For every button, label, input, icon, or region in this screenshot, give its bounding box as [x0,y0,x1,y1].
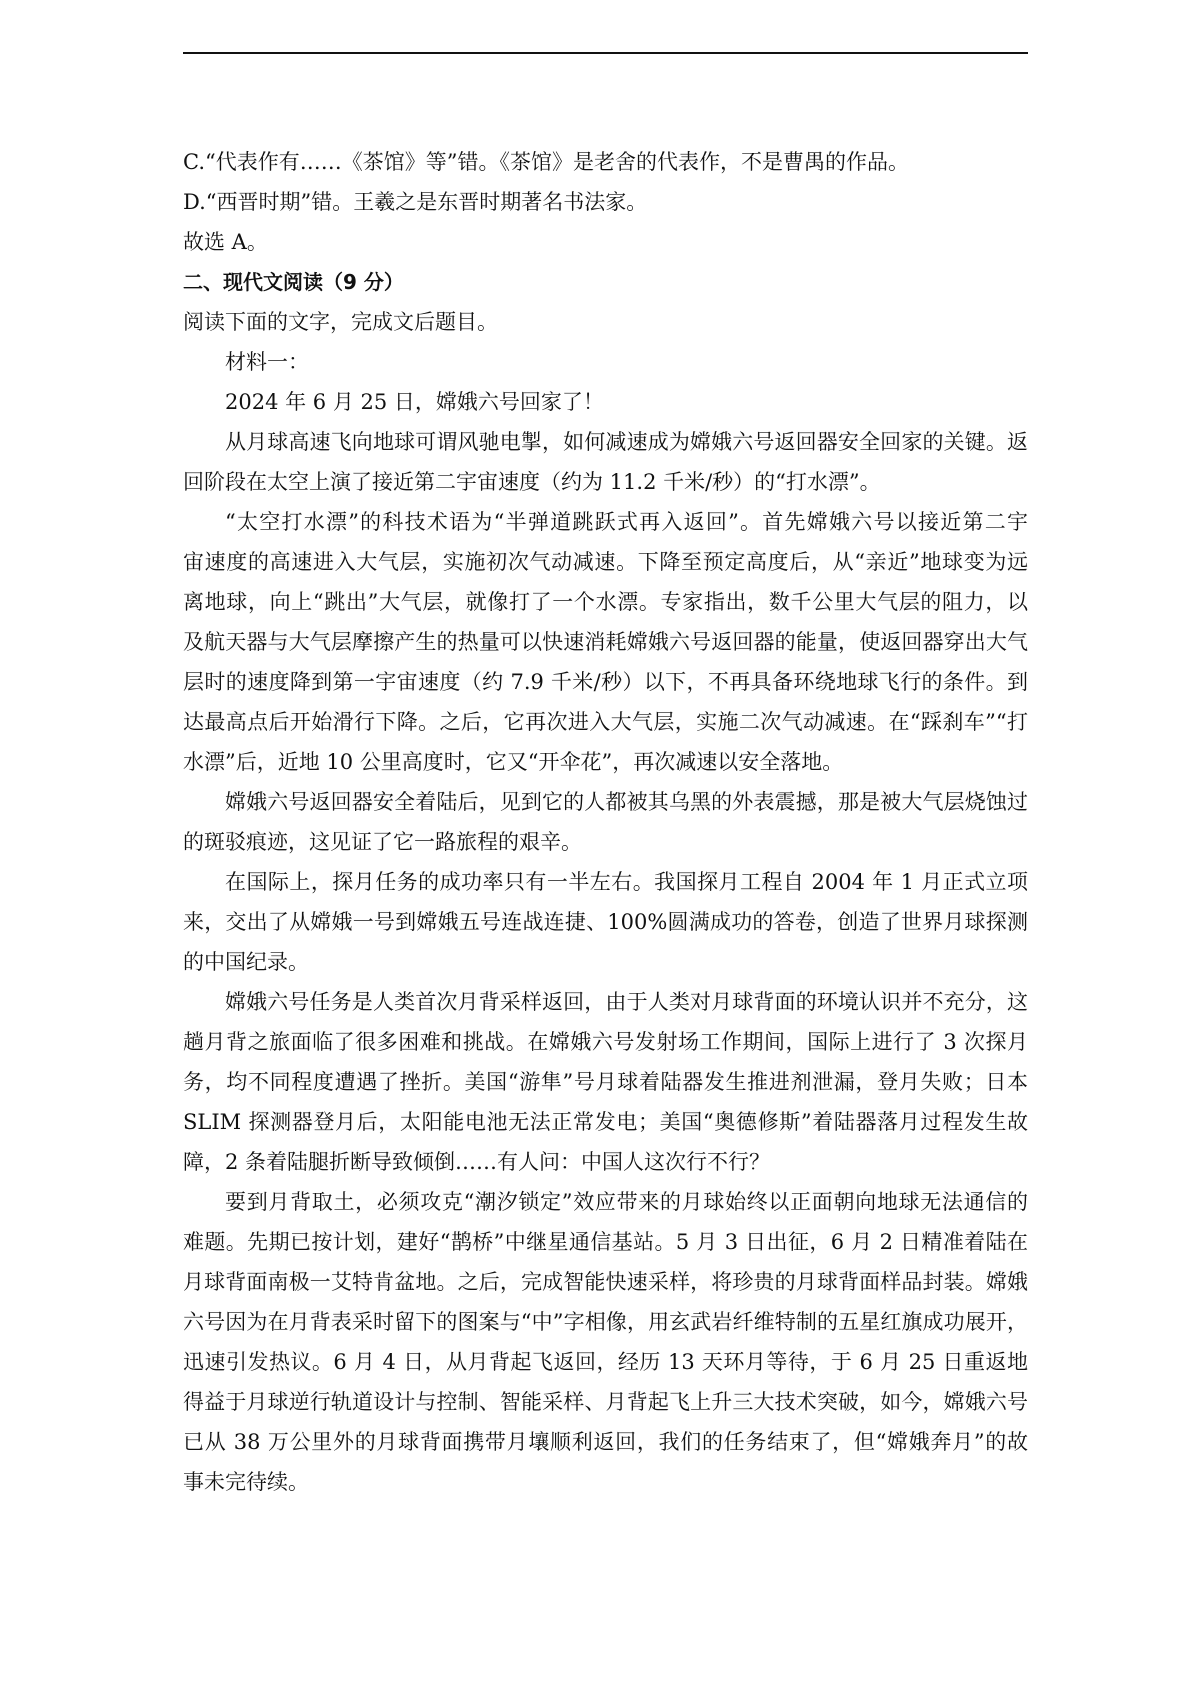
header-rule [183,52,1028,54]
text-line: 故选 A。 [183,230,268,254]
text-line: 月球背面南极一艾特肯盆地。之后，完成智能快速采样，将珍贵的月球背面样品封装。嫦娥 [183,1270,1028,1294]
text-line: 得益于月球逆行轨道设计与控制、智能采样、月背起飞上升三大技术突破，如今，嫦娥六号 [183,1390,1028,1414]
text-line: 务，均不同程度遭遇了挫折。美国“游隼”号月球着陆器发生推进剂泄漏，登月失败；日本 [183,1070,1028,1094]
text-line: 水漂”后，近地 10 公里高度时，它又“开伞花”，再次减速以安全落地。 [183,750,844,774]
text-line: 阅读下面的文字，完成文后题目。 [183,310,498,334]
text-line: 回阶段在太空上演了接近第二宇宙速度（约为 11.2 千米/秒）的“打水漂”。 [183,470,881,494]
text-line: 层时的速度降到第一宇宙速度（约 7.9 千米/秒）以下，不再具备环绕地球飞行的条件。到 [183,670,1028,694]
text-line: 宙速度的高速进入大气层，实施初次气动减速。下降至预定高度后，从“亲近”地球变为远 [183,550,1028,574]
text-line: 来，交出了从嫦娥一号到嫦娥五号连战连捷、100%圆满成功的答卷，创造了世界月球探测 [183,910,1028,934]
text-line: “太空打水漂”的科技术语为“半弹道跳跃式再入返回”。首先嫦娥六号以接近第二宇 [225,510,1028,534]
text-line: C.“代表作有……《茶馆》等”错。《茶馆》是老舍的代表作，不是曹禺的作品。 [183,150,909,174]
text-line: 从月球高速飞向地球可谓风驰电掣，如何减速成为嫦娥六号返回器安全回家的关键。返 [225,430,1028,454]
section-heading: 二、现代文阅读（9 分） [183,270,404,294]
text-line: D.“西晋时期”错。王羲之是东晋时期著名书法家。 [183,190,648,214]
text-line: 材料一： [225,350,309,374]
text-line: 六号因为在月背表采时留下的图案与“中”字相像，用玄武岩纤维特制的五星红旗成功展开， [183,1310,1028,1334]
text-line: SLIM 探测器登月后，太阳能电池无法正常发电；美国“奥德修斯”着陆器落月过程发生故 [183,1110,1028,1134]
text-line: 2024 年 6 月 25 日，嫦娥六号回家了！ [225,390,604,414]
text-line: 难题。先期已按计划，建好“鹊桥”中继星通信基站。5 月 3 日出征，6 月 2 日精准着陆在 [183,1230,1028,1254]
text-line: 趟月背之旅面临了很多困难和挑战。在嫦娥六号发射场工作期间，国际上进行了 3 次探月 [183,1030,1028,1054]
text-line: 已从 38 万公里外的月球背面携带月壤顺利返回，我们的任务结束了，但“嫦娥奔月”的故 [183,1430,1028,1454]
text-line: 嫦娥六号返回器安全着陆后，见到它的人都被其乌黑的外表震撼，那是被大气层烧蚀过 [225,790,1028,814]
text-line: 的斑驳痕迹，这见证了它一路旅程的艰辛。 [183,830,582,854]
text-line: 迅速引发热议。6 月 4 日，从月背起飞返回，经历 13 天环月等待，于 6 月 25 日重返地 [183,1350,1028,1374]
text-line: 要到月背取土，必须攻克“潮汐锁定”效应带来的月球始终以正面朝向地球无法通信的 [225,1190,1028,1214]
text-line: 及航天器与大气层摩擦产生的热量可以快速消耗嫦娥六号返回器的能量，使返回器穿出大气 [183,630,1028,654]
text-line: 达最高点后开始滑行下降。之后，它再次进入大气层，实施二次气动减速。在“踩刹车”“打 [183,710,1028,734]
text-line: 障，2 条着陆腿折断导致倾倒……有人问：中国人这次行不行？ [183,1150,771,1174]
text-line: 的中国纪录。 [183,950,309,974]
text-line: 事未完待续。 [183,1470,309,1494]
text-line: 嫦娥六号任务是人类首次月背采样返回，由于人类对月球背面的环境认识并不充分，这 [225,990,1028,1014]
document-body [183,142,1028,1502]
text-line: 离地球，向上“跳出”大气层，就像打了一个水漂。专家指出，数千公里大气层的阻力，以 [183,590,1028,614]
text-line: 在国际上，探月任务的成功率只有一半左右。我国探月工程自 2004 年 1 月正式立项 [225,870,1028,894]
